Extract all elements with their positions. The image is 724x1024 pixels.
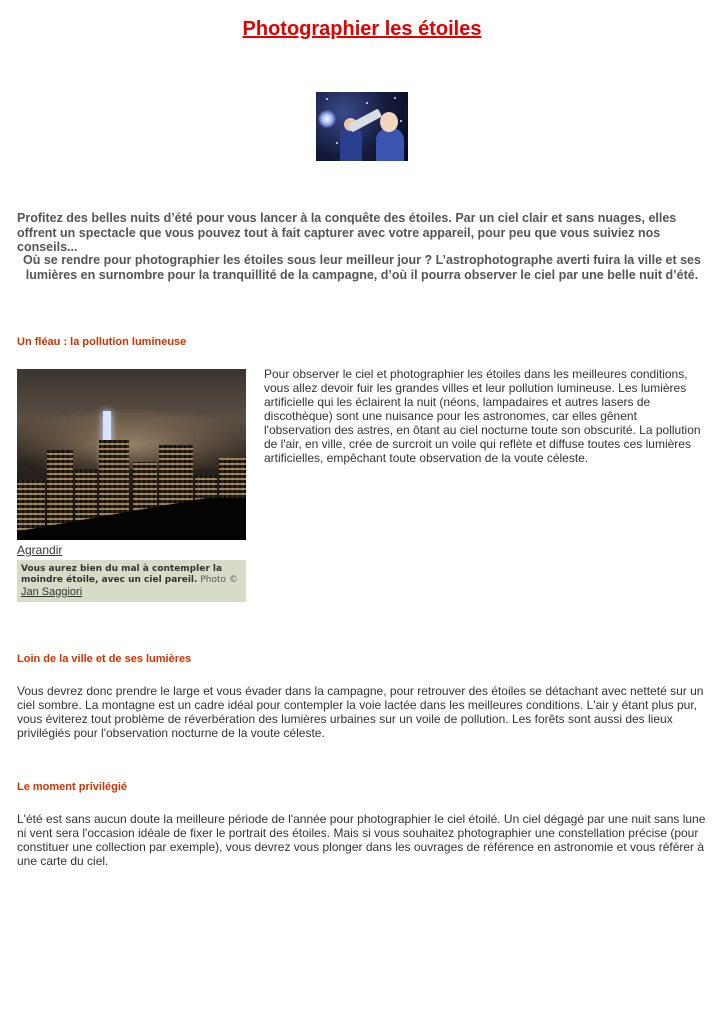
section-paragraph: L'été est sans aucun doute la meilleure période de l'année pour photographier le ciel étoilé. Un ciel dégagé par une nuit sans lune ni vent sera l'occasion idéale de fixer le portrait des étoiles. Mais si vous souhaitez photographier une constellation précise (pour constituer une collection par exemple), vous devrez vous plonger dans les ouvrages de référence en astronomie et vous référer à une carte du ciel.	[17, 812, 706, 868]
photo-caption	[17, 560, 246, 602]
star-dot	[336, 142, 338, 144]
photographer-link[interactable]: Jan Saggiori	[21, 586, 83, 598]
astronomers-telescope-image	[316, 92, 408, 161]
star-dot	[394, 97, 396, 99]
caption-text: Vous aurez bien du mal à contempler la moindre étoile, avec un ciel pareil.	[21, 564, 223, 585]
astronomer-figure	[376, 128, 404, 161]
section-heading: Le moment privilégié	[17, 781, 128, 793]
astronomer-head	[380, 112, 398, 132]
page-title: Photographier les étoiles	[242, 18, 482, 40]
section-paragraph: Pour observer le ciel et photographier les étoiles dans les meilleures conditions, vous allez devoir fuir les grandes villes et leur pollution lumineuse. Les lumières artificielle qui les éclairent la nuit (néons, lampadaires et autres lasers de discothèque) sont une nuisance pour les astronomes, car elles gênent l'observation des astres, en ôtant au ciel nocturne toute son obscurité. La pollution de l'air, en ville, crée de surcroit un voile qui reflète et diffuse toutes ces lumières artificielles, empêchant toute observation de la voute céleste.	[264, 367, 701, 465]
star-dot	[366, 102, 368, 104]
star-dot	[400, 120, 402, 122]
enlarge-link[interactable]: Agrandir	[17, 543, 63, 557]
hillside	[17, 498, 246, 540]
telescope-shape	[348, 109, 382, 133]
star-dot	[326, 98, 328, 100]
section-paragraph: Vous devrez donc prendre le large et vous évader dans la campagne, pour retrouver des étoiles se détachant avec netteté sur un ciel sombre. La montagne est un cadre idéal pour contempler la voie lactée dans les meilleures conditions. L'air y étant plus pur, vous éviterez tout problème de réverbération des lumières urbaines sur un voile de pollution. Les forêts sont aussi des lieux privilégiés pour l'observation nocturne de la voute céleste.	[17, 684, 704, 740]
lead-question: Où se rendre pour photographier les étoiles sous leur meilleur jour ? L’astrophotographe averti fuira la ville et ses lumières en surnombre pour la tranquillité de la campagne, d’où il pourra observer le ciel par une belle nuit d’été.	[23, 253, 701, 282]
section-heading: Loin de la ville et de ses lumières	[17, 653, 192, 665]
intro-paragraph: Profitez des belles nuits d’été pour vous lancer à la conquête des étoiles. Par un ciel clair et sans nuages, elles offrent un spectacle que vous pouvez tout à fait capturer avec votre appareil, pour peu que vous suiviez nos conseils...	[17, 211, 677, 254]
caption-credit: Photo ©	[200, 575, 238, 585]
section-heading: Un fléau : la pollution lumineuse	[17, 336, 187, 348]
city-night-photo[interactable]	[17, 369, 246, 540]
glow-shape	[318, 110, 336, 128]
